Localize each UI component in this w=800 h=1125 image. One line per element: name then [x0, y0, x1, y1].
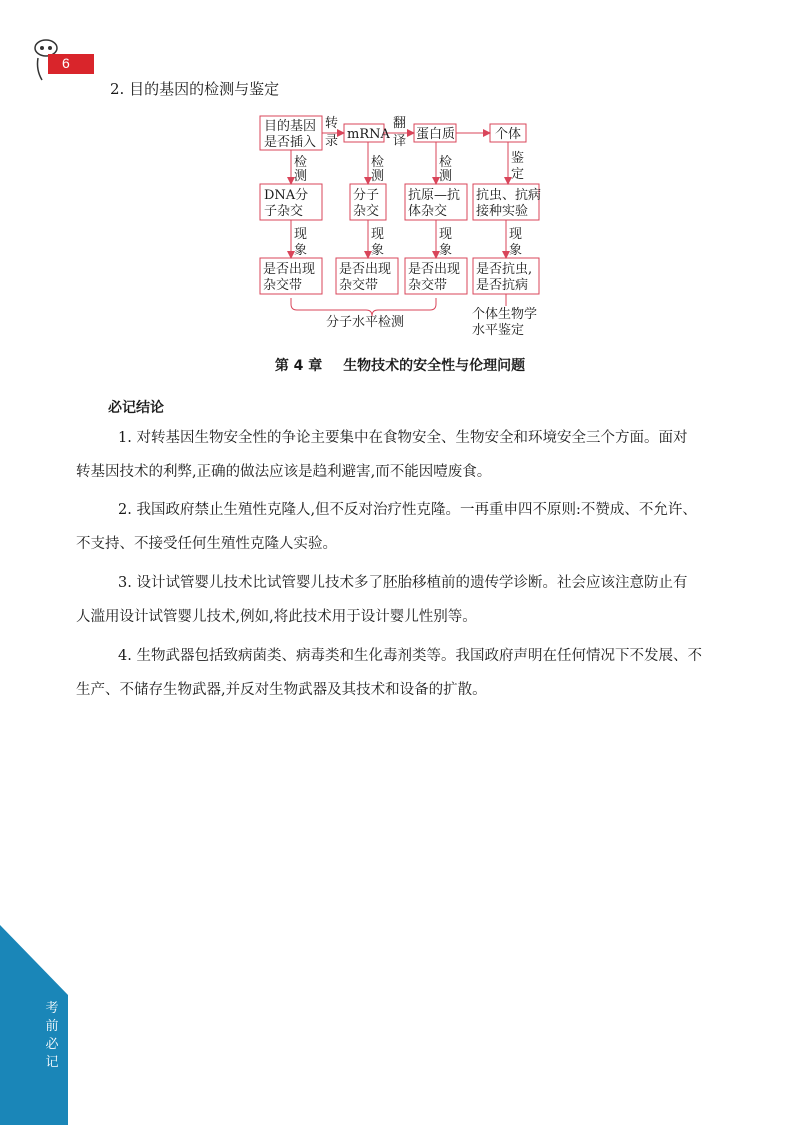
- side-tab-label: [44, 1000, 60, 1072]
- must-remember-heading: 必记结论: [108, 400, 164, 416]
- label-phen-4a: 现: [509, 227, 523, 242]
- chapter-title: 生物技术的安全性与伦理问题: [343, 358, 526, 374]
- box-dna-hyb-line2: 子杂交: [264, 204, 304, 219]
- label-phen-3a: 现: [439, 227, 453, 242]
- page-number: 6: [62, 55, 70, 71]
- label-transcribe-2: 录: [325, 134, 339, 149]
- label-translate-1: 翻: [393, 116, 407, 131]
- paragraph-1-line-2: 转基因技术的利弊,正确的做法应该是趋利避害,而不能因噎废食。: [76, 464, 492, 480]
- label-phen-1b: 象: [294, 243, 308, 258]
- box-band1-line1: 是否出现: [263, 262, 316, 277]
- box-band1-line2: 杂交带: [263, 278, 303, 293]
- paragraph-4: [76, 639, 740, 707]
- label-detect-1b: 测: [294, 169, 308, 184]
- box-insect-line2: 接种实验: [476, 204, 529, 219]
- label-detect-2a: 检: [371, 155, 385, 170]
- box-band2-line1: 是否出现: [339, 262, 392, 277]
- label-phen-3b: 象: [439, 243, 453, 258]
- box-insert-line1: 目的基因: [264, 119, 317, 134]
- paragraph-4-line-1: 4. 生物武器包括致病菌类、病毒类和生化毒剂类等。我国政府声明在任何情况下不发展、不: [118, 648, 702, 664]
- label-translate-2: 译: [393, 134, 407, 149]
- side-tab-char-1: 考: [45, 1001, 59, 1016]
- label-detect-3a: 检: [439, 155, 453, 170]
- paragraph-3-line-2: 人滥用设计试管婴儿技术,例如,将此技术用于设计婴儿性别等。: [76, 609, 477, 625]
- label-phen-2b: 象: [371, 243, 385, 258]
- side-tab-char-4: 记: [45, 1055, 59, 1070]
- paragraph-1: [76, 421, 740, 489]
- box-antigen-line2: 体杂交: [408, 204, 448, 219]
- label-detect-3b: 测: [439, 169, 453, 184]
- section-title: 2. 目的基因的检测与鉴定: [110, 80, 280, 98]
- box-resist-line1: 是否抗虫,: [476, 262, 533, 277]
- box-insect-line1: 抗虫、抗病: [476, 188, 542, 203]
- label-identify-a: 鉴: [511, 151, 525, 166]
- box-mrna: mRNA: [347, 127, 390, 142]
- paragraph-1-line-1: 1. 对转基因生物安全性的争论主要集中在食物安全、生物安全和环境安全三个方面。面对: [118, 430, 688, 446]
- label-identify-b: 定: [511, 167, 525, 182]
- box-band3-line2: 杂交带: [408, 278, 448, 293]
- chapter-number: 第 4 章: [274, 358, 323, 374]
- box-mol-hyb-line1: 分子: [353, 188, 380, 203]
- paragraph-3: [76, 566, 740, 634]
- box-band2-line2: 杂交带: [339, 278, 379, 293]
- side-tab-char-3: 必: [45, 1037, 59, 1052]
- paragraph-4-line-2: 生产、不储存生物武器,并反对生物武器及其技术和设备的扩散。: [76, 682, 487, 698]
- detection-flow-diagram: [250, 112, 550, 342]
- chapter-heading: [0, 355, 800, 375]
- box-band3-line1: 是否出现: [408, 262, 461, 277]
- label-molecular-level: 分子水平检测: [326, 315, 405, 330]
- label-phen-4b: 象: [509, 243, 523, 258]
- paragraph-2: [76, 493, 740, 561]
- box-individual: 个体: [495, 127, 522, 142]
- box-antigen-line1: 抗原—抗: [408, 188, 461, 203]
- box-resist-line2: 是否抗病: [476, 278, 529, 293]
- box-mol-hyb-line2: 杂交: [353, 204, 380, 219]
- label-individual-level-1: 个体生物学: [472, 307, 538, 322]
- side-tab-char-2: 前: [45, 1019, 59, 1034]
- paragraph-3-line-1: 3. 设计试管婴儿技术比试管婴儿技术多了胚胎移植前的遗传学诊断。社会应该注意防止有: [118, 575, 688, 591]
- label-phen-1a: 现: [294, 227, 308, 242]
- label-detect-2b: 测: [371, 169, 385, 184]
- label-individual-level-2: 水平鉴定: [472, 323, 525, 338]
- paragraph-2-line-2: 不支持、不接受任何生殖性克隆人实验。: [76, 536, 337, 552]
- page-number-badge: [48, 54, 94, 74]
- box-insert-line2: 是否插入: [264, 135, 317, 150]
- paragraph-2-line-1: 2. 我国政府禁止生殖性克隆人,但不反对治疗性克隆。一再重申四不原则:不赞成、不允许、: [118, 502, 697, 518]
- label-phen-2a: 现: [371, 227, 385, 242]
- box-dna-hyb-line1: DNA分: [264, 188, 309, 203]
- label-transcribe-1: 转: [325, 116, 339, 131]
- box-protein: 蛋白质: [416, 127, 456, 142]
- label-detect-1a: 检: [294, 155, 308, 170]
